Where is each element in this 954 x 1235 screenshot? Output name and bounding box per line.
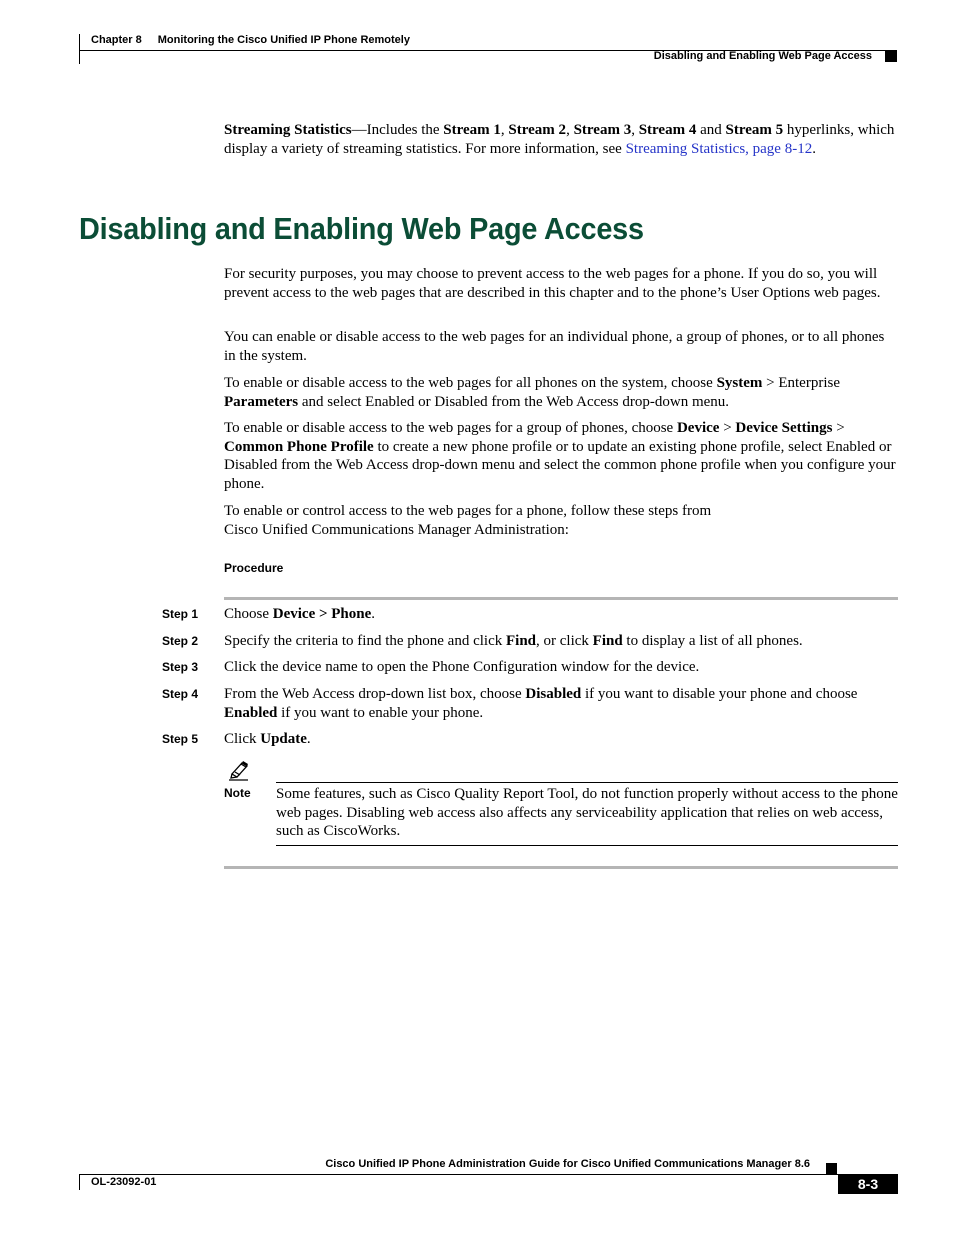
stream-4-label: Stream 4 (638, 122, 697, 138)
intro-text: and (696, 122, 726, 138)
streaming-statistics-paragraph (224, 121, 898, 158)
step-text (224, 632, 898, 651)
paragraph-line: Cisco Unified Communications Manager Administration: (224, 521, 569, 538)
intro-separator: , (566, 122, 574, 138)
step-fragment: Choose (224, 606, 273, 622)
note-text: Some features, such as Cisco Quality Report Tool, do not function properly without access to the phone web pages. Disabling web access also affects any serviceability application that relies on web access, such as CiscoWorks. (276, 786, 898, 840)
footer-vertical-rule (79, 1174, 80, 1190)
pencil-note-icon (226, 760, 252, 782)
step-text: Click the device name to open the Phone Configuration window for the device. (224, 659, 700, 675)
step-fragment: if you want to enable your phone. (277, 704, 484, 721)
step-fragment: , or click (536, 633, 593, 649)
note-top-rule (276, 782, 898, 783)
paragraph-text: > (719, 420, 736, 436)
paragraph-text: > Enterprise (762, 375, 840, 391)
step-fragment: From the Web Access drop-down list box, choose (224, 686, 526, 702)
header-section-title: Disabling and Enabling Web Page Access (653, 50, 872, 62)
step-text (224, 605, 898, 624)
chapter-label: Chapter 8 (91, 34, 142, 46)
paragraph-group-phones (224, 419, 898, 494)
update-label: Update (260, 731, 307, 747)
step-fragment: if you want to disable your phone and choose (581, 686, 858, 702)
paragraph-text: and select Enabled or Disabled from the Web Access drop-down menu. (298, 393, 730, 410)
step-fragment: Click (224, 731, 261, 747)
section-heading: Disabling and Enabling Web Page Access (79, 211, 644, 246)
procedure-top-rule (224, 597, 898, 600)
paragraph-security: For security purposes, you may choose to prevent access to the web pages for a phone. If you do so, you will prevent access to the web pages that are described in this chapter and to the phone’s User Options web pages. (224, 266, 881, 301)
step-label: Step 5 (162, 732, 199, 746)
step-label: Step 2 (162, 634, 199, 648)
paragraph-text: To enable or disable access to the web pages for all phones on the system, choose (224, 375, 717, 391)
footer-horizontal-rule (79, 1174, 838, 1175)
paragraph-text: to create a new phone profile or to update an existing phone profile, select Enabled or Disabled from the Web Access drop-down menu and select the common phone profile when you configure your phone. (224, 438, 896, 493)
paragraph-single-phone (224, 502, 898, 539)
header-chapter (91, 34, 410, 46)
option-disabled: Disabled (525, 686, 582, 702)
step-fragment: to display a list of all phones. (622, 633, 803, 649)
step-fragment: . (371, 606, 376, 622)
paragraph-scope: You can enable or disable access to the web pages for an individual phone, a group of phones, or to all phones in the system. (224, 329, 885, 364)
paragraph-line: To enable or control access to the web pages for a phone, follow these steps from (224, 503, 712, 519)
paragraph-text: To enable or disable access to the web pages for a group of phones, choose (224, 420, 677, 436)
step-label: Step 3 (162, 660, 199, 674)
step-label: Step 4 (162, 687, 199, 701)
step-text (224, 685, 898, 722)
intro-text: —Includes the (351, 122, 444, 138)
procedure-label: Procedure (224, 561, 284, 575)
chapter-title: Monitoring the Cisco Unified IP Phone Remotely (157, 34, 410, 46)
footer-marker (826, 1163, 837, 1174)
intro-separator: , (500, 122, 509, 138)
step-fragment: Specify the criteria to find the phone and click (224, 633, 506, 649)
stream-3-label: Stream 3 (573, 122, 632, 138)
intro-separator: , (631, 122, 639, 138)
paragraph-all-phones (224, 374, 898, 411)
step-text (224, 730, 898, 749)
menu-common-phone-profile: Common Phone Profile (224, 438, 374, 455)
term-streaming-statistics: Streaming Statistics (224, 122, 352, 138)
header-marker (885, 51, 897, 62)
streaming-statistics-link[interactable]: Streaming Statistics, page 8-12 (625, 140, 813, 157)
footer-book-title: Cisco Unified IP Phone Administration Guide for Cisco Unified Communications Manager 8.6 (325, 1158, 810, 1170)
menu-parameters: Parameters (224, 393, 299, 410)
header-vertical-rule (79, 34, 80, 64)
menu-device: Device (676, 420, 720, 436)
step-label: Step 1 (162, 607, 199, 621)
footer-doc-number: OL-23092-01 (91, 1176, 157, 1188)
menu-device-settings: Device Settings (735, 420, 833, 436)
intro-text: . (812, 140, 816, 157)
stream-5-label: Stream 5 (725, 122, 784, 138)
paragraph-text: > (832, 420, 845, 436)
menu-system: System (716, 375, 763, 391)
find-label: Find (505, 633, 536, 649)
find-label: Find (592, 633, 623, 649)
procedure-bottom-rule (224, 866, 898, 869)
page-number: 8-3 (838, 1174, 898, 1194)
option-enabled: Enabled (224, 704, 278, 721)
note-label: Note (224, 786, 251, 800)
stream-2-label: Stream 2 (508, 122, 567, 138)
intro-text: hyperlinks, which display a variety of streaming statistics. For more information, see (224, 122, 895, 157)
step-fragment: . (306, 731, 311, 747)
note-bottom-rule (276, 845, 898, 846)
menu-device-phone: Device > Phone (272, 606, 372, 622)
stream-1-label: Stream 1 (443, 122, 501, 138)
